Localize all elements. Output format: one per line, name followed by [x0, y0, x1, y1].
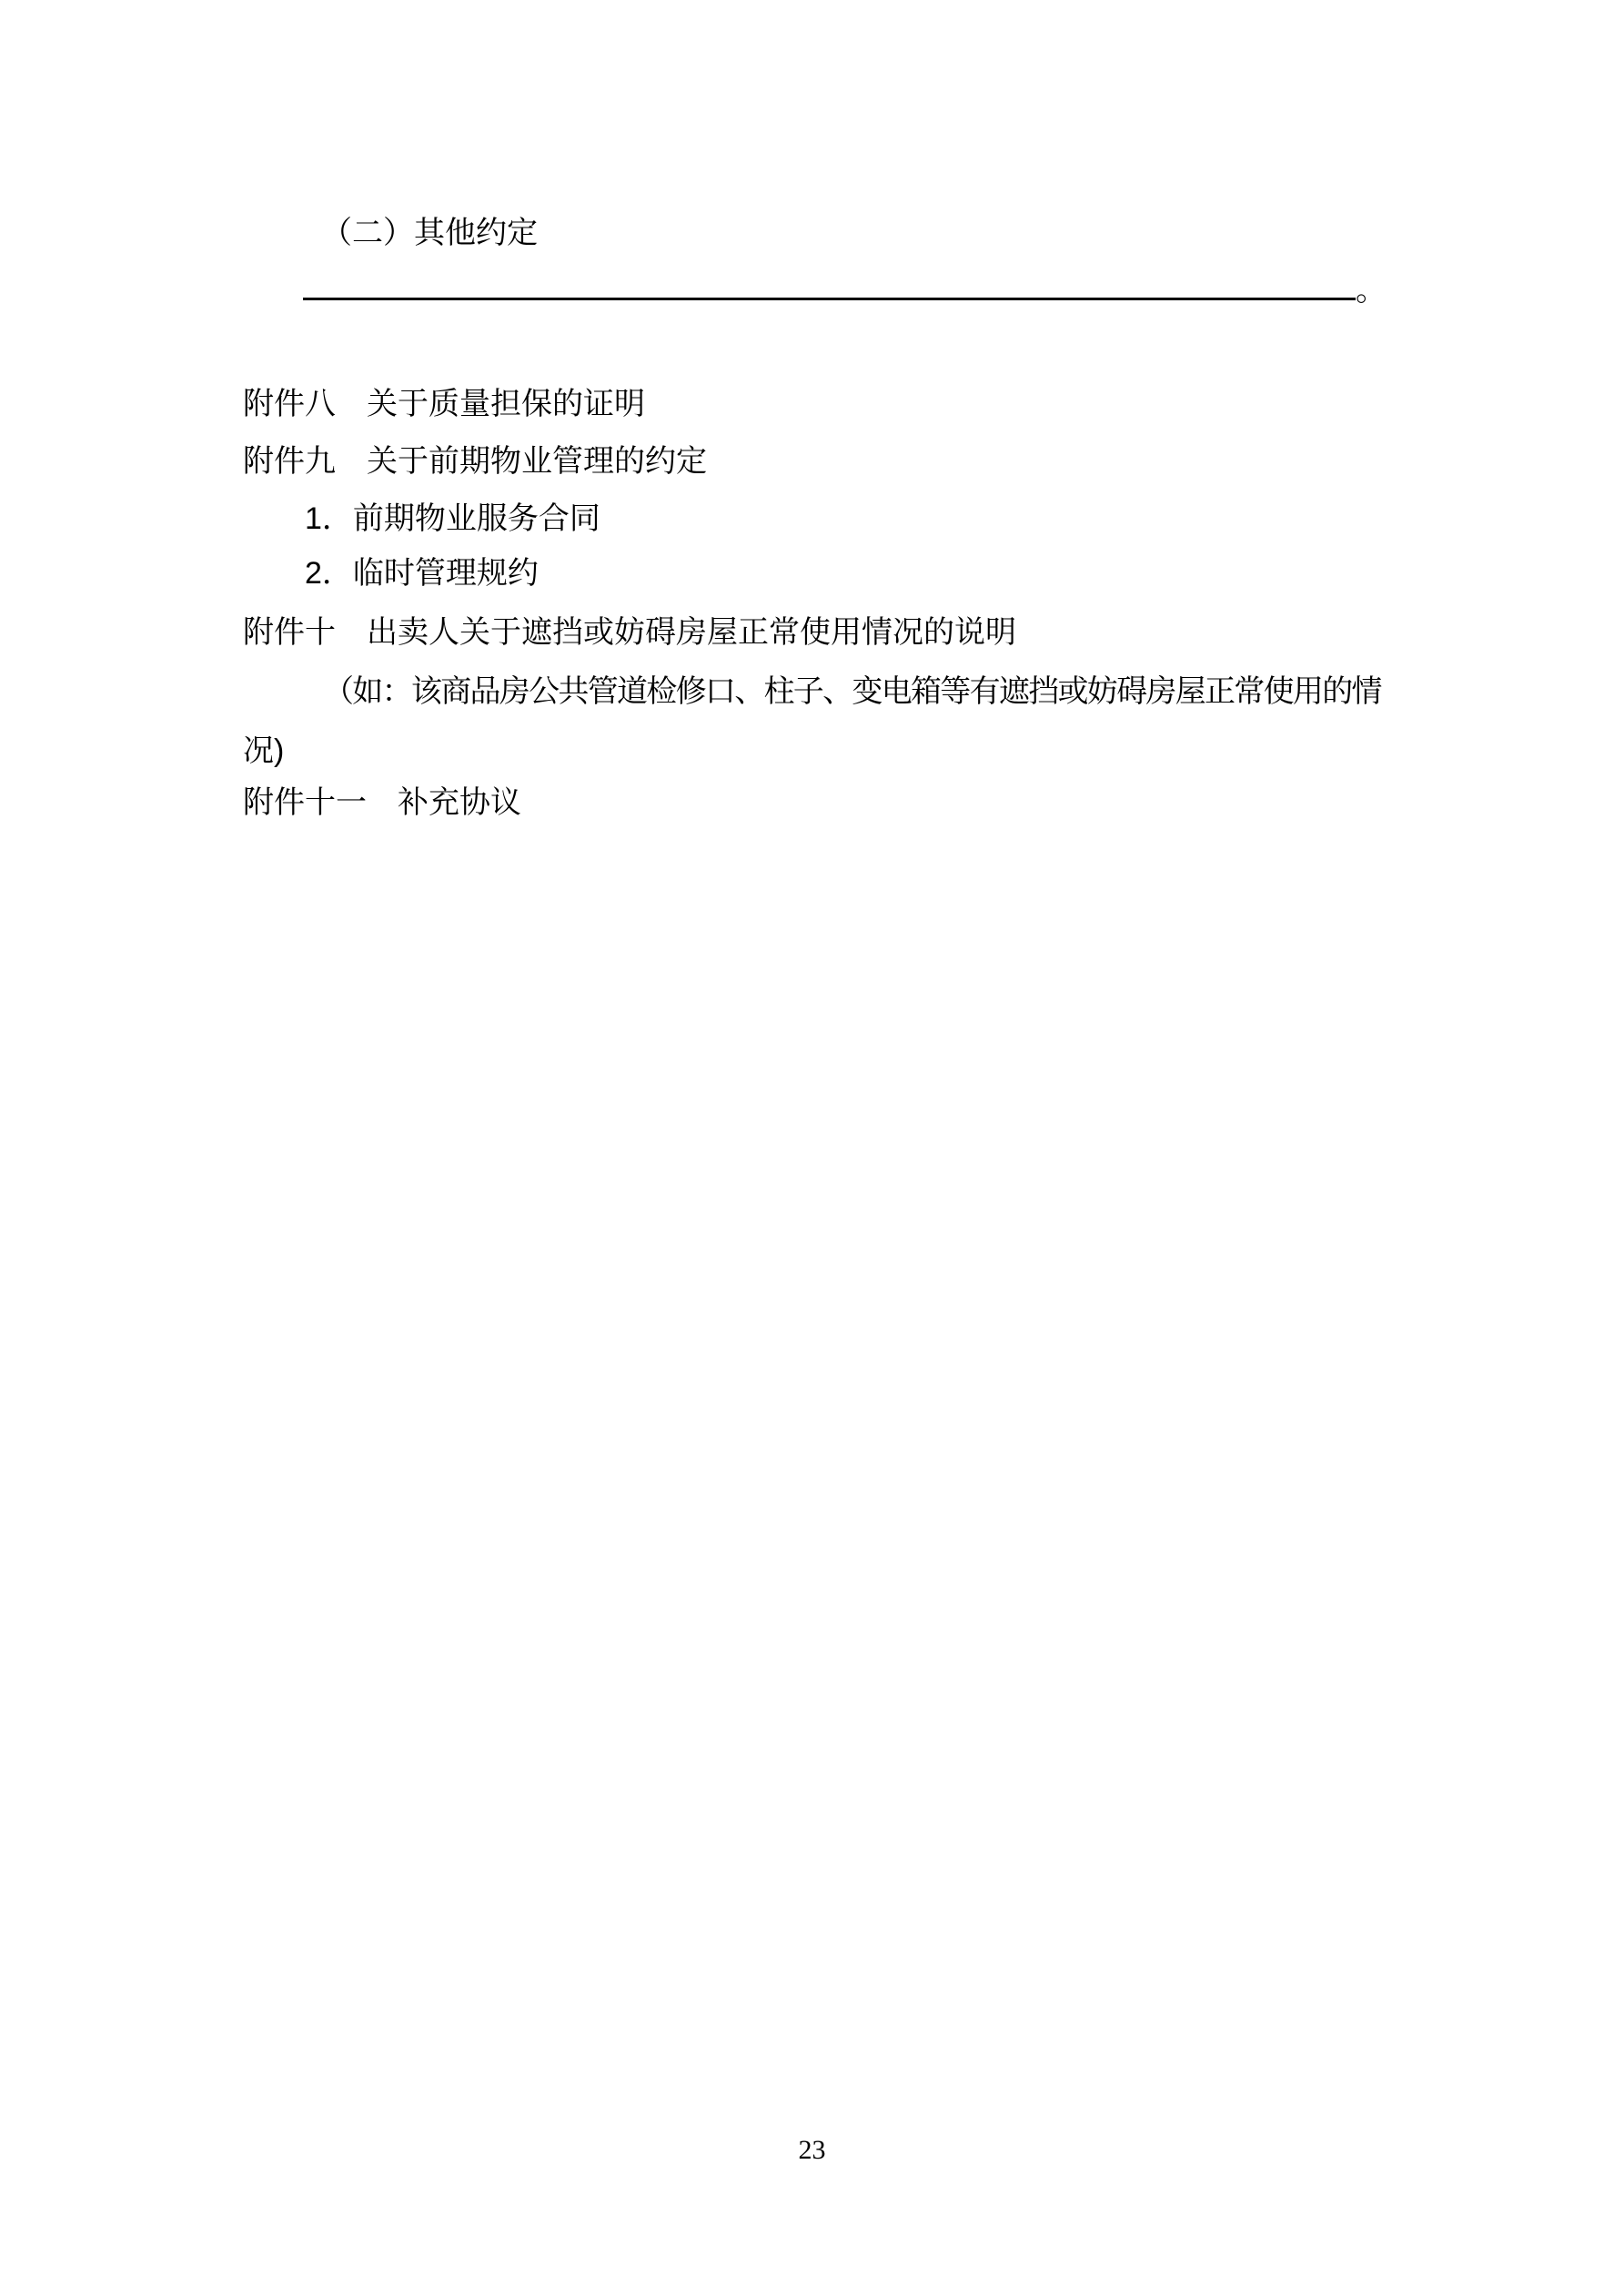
attachment-10-line — [243, 604, 1016, 662]
attachment-10-title: 出卖人关于遮挡或妨碍房屋正常使用情况的说明 — [367, 615, 1016, 650]
attachment-10-label: 附件十 — [243, 615, 336, 650]
attachment-9-item-2-number: 2． — [305, 556, 353, 591]
attachment-10-note-line-1: （如：该商品房公共管道检修口、柱子、变电箱等有遮挡或妨碍房屋正常使用的情 — [323, 674, 1381, 709]
subsection-heading: （二）其他约定 — [321, 216, 538, 250]
attachment-9-item-1-number: 1． — [305, 501, 353, 536]
attachment-9-item-1 — [305, 491, 600, 548]
attachment-11-line — [243, 774, 521, 832]
attachment-10-note-line-2: 况) — [243, 733, 285, 768]
fill-in-blank-line — [303, 262, 1387, 319]
attachment-9-item-2-text: 临时管理规约 — [352, 556, 539, 591]
attachment-11-label: 附件十一 — [243, 785, 367, 820]
attachment-9-label: 附件九 — [243, 444, 336, 479]
attachment-9-title: 关于前期物业管理的约定 — [367, 444, 707, 479]
attachment-8-label: 附件八 — [243, 387, 336, 421]
attachment-8-line — [243, 376, 645, 433]
page-number: 23 — [798, 2135, 826, 2165]
attachment-9-item-1-text: 前期物业服务合同 — [352, 501, 600, 536]
blank-terminator-period: 。 — [1356, 273, 1387, 308]
attachment-9-line — [243, 433, 707, 491]
attachment-8-title: 关于质量担保的证明 — [367, 387, 645, 421]
blank-underline — [303, 297, 1356, 300]
attachment-11-title: 补充协议 — [398, 785, 521, 820]
attachment-9-item-2 — [305, 545, 539, 602]
